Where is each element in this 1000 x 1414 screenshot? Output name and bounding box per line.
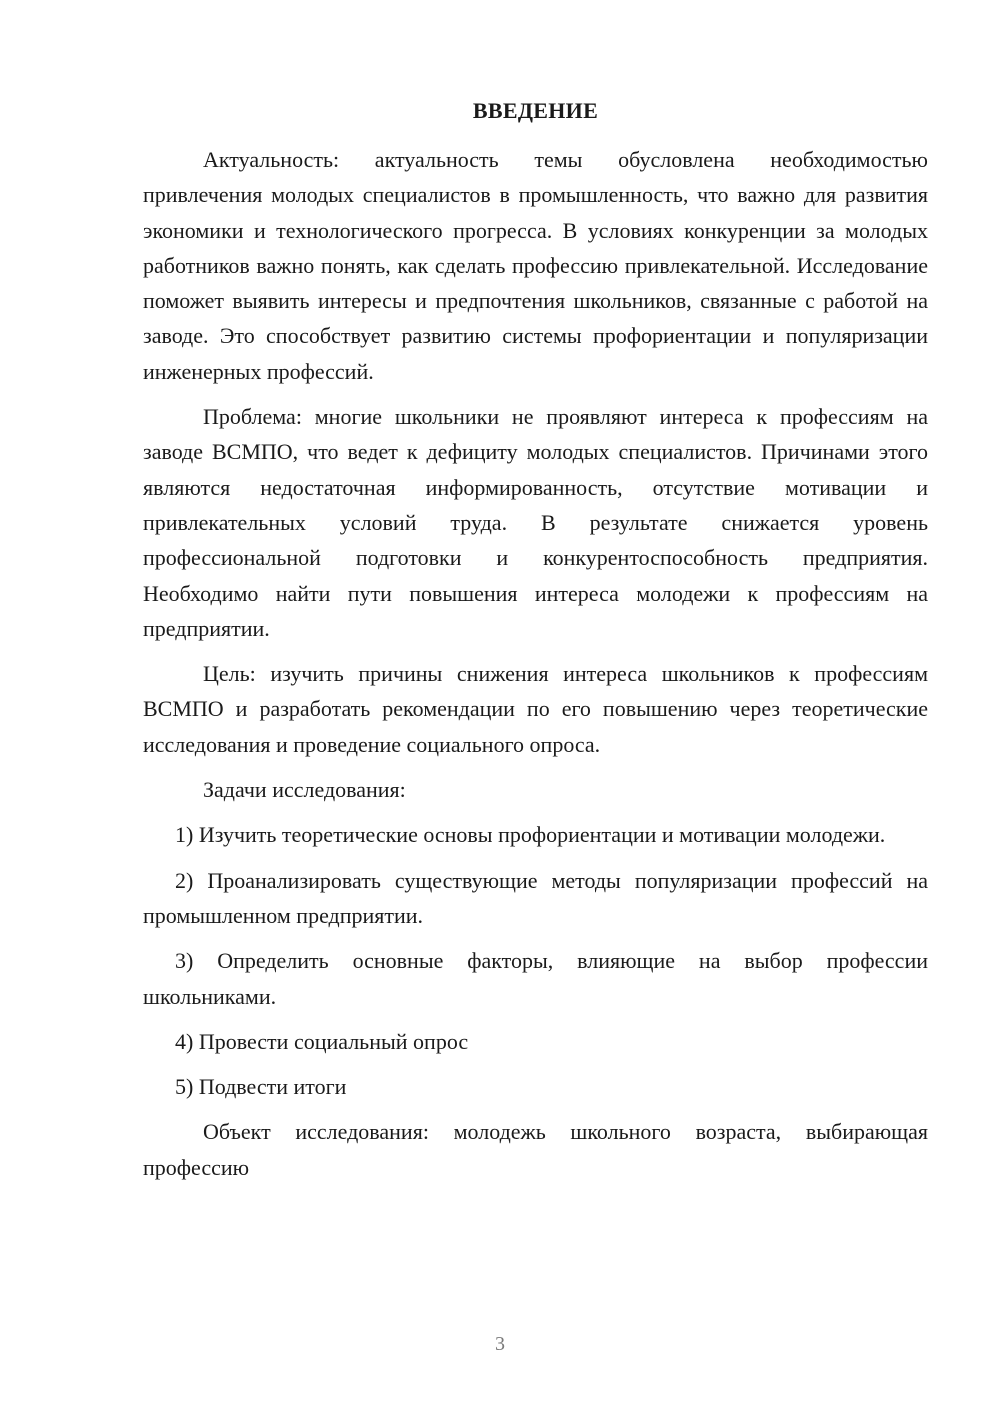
tasks-heading: Задачи исследования:: [203, 777, 406, 803]
list-item: 2) Проанализировать существующие методы популяризации профессий на промышленном предприятии.: [143, 867, 928, 928]
section-title: ВВЕДЕНИЕ: [472, 98, 599, 123]
page-content: [143, 93, 928, 1195]
paragraph-object: Объект исследования: молодежь школьного возраста, выбирающая профессию: [143, 1119, 928, 1180]
paragraph-relevance: Актуальность: актуальность темы обусловлена необходимостью привлечения молодых специалистов в промышленность, что важно для развития экономики и технологического прогресса. В условиях конкуренции за молодых работников важно понять, как сделать профессию привлекательной. Исследование поможет выявить интересы и предпочтения школьников, связанные с работой на заводе. Это способствует развитию системы профориентации и популяризации инженерных профессий.: [143, 147, 928, 384]
list-item: 5) Подвести итоги: [175, 1074, 347, 1100]
list-item: 3) Определить основные факторы, влияющие на выбор профессии школьниками.: [143, 948, 928, 1009]
list-item: 1) Изучить теоретические основы профориентации и мотивации молодежи.: [175, 822, 886, 848]
paragraph-problem: Проблема: многие школьники не проявляют интереса к профессиям на заводе ВСМПО, что ведет к дефициту молодых специалистов. Причинами этого являются недостаточная информированность, отсутствие мотивации и привлекательных условий труда. В результате снижается уровень профессиональной подготовки и конкурентоспособность предприятия. Необходимо найти пути повышения интереса молодежи к профессиям на предприятии.: [143, 404, 928, 641]
page-number: 3: [495, 1333, 505, 1355]
paragraph-goal: Цель: изучить причины снижения интереса школьников к профессиям ВСМПО и разработать рекомендации по его повышению через теоретические исследования и проведение социального опроса.: [143, 661, 928, 757]
list-item: 4) Провести социальный опрос: [175, 1028, 469, 1054]
tasks-list: [143, 817, 928, 1104]
